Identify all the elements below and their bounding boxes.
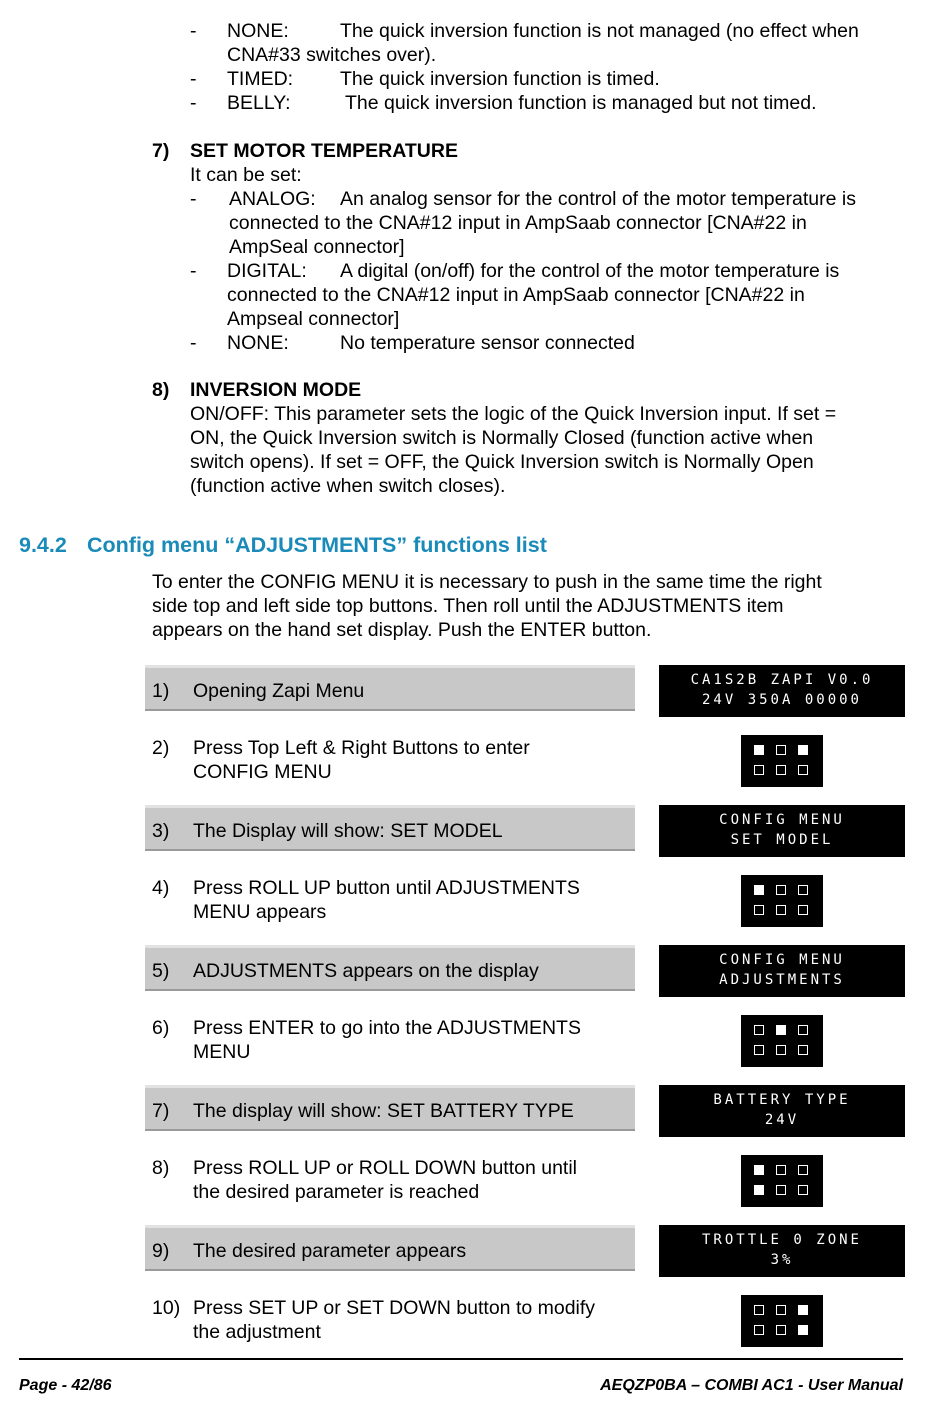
key-icon: [798, 765, 808, 775]
option-description: The quick inversion function is timed.: [340, 68, 660, 90]
intro-line: To enter the CONFIG MENU it is necessary to push in the same time the right: [152, 571, 822, 593]
subsection-heading: [19, 533, 547, 558]
display-line: TROTTLE 0 ZONE: [701, 1232, 862, 1248]
key-icon: [776, 1325, 786, 1335]
display-line: CONFIG MENU: [719, 812, 845, 828]
keypad-icon: [741, 1155, 823, 1207]
key-icon: [776, 745, 786, 755]
option-description: A digital (on/off) for the control of the motor temperature is: [340, 260, 840, 282]
list-dash: -: [190, 20, 197, 42]
step-text: The Display will show: SET MODEL: [193, 820, 503, 842]
section-body-line: ON, the Quick Inversion switch is Normally Closed (function active when: [190, 427, 814, 449]
step-text: MENU appears: [193, 901, 327, 923]
handset-display: [659, 1225, 905, 1277]
step-text: The desired parameter appears: [193, 1240, 467, 1262]
key-icon: [798, 1025, 808, 1035]
option-description: connected to the CNA#12 input in AmpSaab connector [CNA#22 in: [229, 212, 807, 234]
step-number: 1): [152, 680, 170, 702]
section-number: 8): [152, 379, 170, 401]
keypad-icon: [741, 875, 823, 927]
pressed-key-icon: [754, 1165, 764, 1175]
key-icon: [798, 1185, 808, 1195]
key-icon: [754, 1325, 764, 1335]
pressed-key-icon: [798, 1325, 808, 1335]
section-body-line: switch opens). If set = OFF, the Quick Inversion switch is Normally Open: [190, 451, 814, 473]
pressed-key-icon: [754, 745, 764, 755]
step-text: MENU: [193, 1041, 251, 1063]
option-description: The quick inversion function is not managed (no effect when: [340, 20, 859, 42]
key-icon: [776, 1165, 786, 1175]
step-number: 7): [152, 1100, 170, 1122]
option-description: No temperature sensor connected: [340, 332, 635, 354]
step-number: 2): [152, 737, 170, 759]
document-title: AEQZP0BA – COMBI AC1 - User Manual: [600, 1377, 903, 1394]
section-number: 7): [152, 140, 170, 162]
key-icon: [798, 885, 808, 895]
option-name: TIMED:: [227, 68, 294, 90]
list-dash: -: [190, 188, 197, 210]
option-description: connected to the CNA#12 input in AmpSaab connector [CNA#22 in: [227, 284, 805, 306]
key-icon: [776, 905, 786, 915]
step-number: 10): [152, 1297, 181, 1319]
key-icon: [754, 1045, 764, 1055]
key-icon: [754, 1305, 764, 1315]
option-name: BELLY:: [227, 92, 291, 114]
display-line: 24V 350A 00000: [701, 692, 862, 708]
display-line: BATTERY TYPE: [713, 1092, 851, 1108]
option-description: Ampseal connector]: [227, 308, 400, 330]
section-intro: It can be set:: [190, 164, 302, 186]
handset-display: [659, 805, 905, 857]
step-text: Press ROLL UP button until ADJUSTMENTS: [193, 877, 580, 899]
option-name: NONE:: [227, 332, 289, 354]
pressed-key-icon: [798, 745, 808, 755]
step-text: CONFIG MENU: [193, 761, 332, 783]
section-body-line: ON/OFF: This parameter sets the logic of the Quick Inversion input. If set =: [190, 403, 837, 425]
footer-rule: [19, 1358, 903, 1360]
option-description: AmpSeal connector]: [229, 236, 405, 258]
step-text: the desired parameter is reached: [193, 1181, 480, 1203]
step-text: Press SET UP or SET DOWN button to modify: [193, 1297, 596, 1319]
section-body-line: (function active when switch closes).: [190, 475, 506, 497]
handset-display: [659, 1085, 905, 1137]
step-text: Press ROLL UP or ROLL DOWN button until: [193, 1157, 578, 1179]
key-icon: [798, 1165, 808, 1175]
list-dash: -: [190, 92, 197, 114]
step-text: Press Top Left & Right Buttons to enter: [193, 737, 530, 759]
list-dash: -: [190, 68, 197, 90]
keypad-icon: [741, 735, 823, 787]
page-number: Page - 42/86: [19, 1377, 112, 1394]
option-name: DIGITAL:: [227, 260, 307, 282]
pressed-key-icon: [754, 1185, 764, 1195]
handset-display: [659, 945, 905, 997]
step-text: the adjustment: [193, 1321, 321, 1343]
subsection-number: 9.4.2: [19, 533, 67, 557]
pressed-key-icon: [776, 1025, 786, 1035]
key-icon: [754, 1025, 764, 1035]
step-text: ADJUSTMENTS appears on the display: [193, 960, 539, 982]
step-number: 9): [152, 1240, 170, 1262]
pressed-key-icon: [754, 885, 764, 895]
step-text: The display will show: SET BATTERY TYPE: [193, 1100, 574, 1122]
step-number: 6): [152, 1017, 170, 1039]
intro-line: appears on the hand set display. Push the ENTER button.: [152, 619, 652, 641]
display-line: CONFIG MENU: [719, 952, 845, 968]
pressed-key-icon: [798, 1305, 808, 1315]
key-icon: [776, 1185, 786, 1195]
key-icon: [798, 905, 808, 915]
option-name: NONE:: [227, 20, 289, 42]
list-dash: -: [190, 332, 197, 354]
key-icon: [776, 765, 786, 775]
handset-display: [659, 665, 905, 717]
display-line: 3%: [770, 1252, 794, 1268]
subsection-title: Config menu “ADJUSTMENTS” functions list: [87, 533, 547, 557]
key-icon: [776, 885, 786, 895]
section-title: SET MOTOR TEMPERATURE: [190, 140, 458, 162]
display-line: 24V: [764, 1112, 800, 1128]
step-number: 4): [152, 877, 170, 899]
step-text: Press ENTER to go into the ADJUSTMENTS: [193, 1017, 581, 1039]
list-dash: -: [190, 260, 197, 282]
key-icon: [754, 765, 764, 775]
key-icon: [776, 1305, 786, 1315]
display-line: ADJUSTMENTS: [719, 972, 845, 988]
key-icon: [754, 905, 764, 915]
step-number: 3): [152, 820, 170, 842]
section-title: INVERSION MODE: [190, 379, 362, 401]
display-line: CA1S2B ZAPI V0.0: [690, 672, 874, 688]
option-description: An analog sensor for the control of the motor temperature is: [340, 188, 856, 210]
step-number: 5): [152, 960, 170, 982]
key-icon: [798, 1045, 808, 1055]
intro-line: side top and left side top buttons. Then roll until the ADJUSTMENTS item: [152, 595, 784, 617]
key-icon: [776, 1045, 786, 1055]
display-line: SET MODEL: [730, 832, 834, 848]
step-text: Opening Zapi Menu: [193, 680, 365, 702]
option-name: ANALOG:: [229, 188, 316, 210]
keypad-icon: [741, 1295, 823, 1347]
step-number: 8): [152, 1157, 170, 1179]
option-description: CNA#33 switches over).: [227, 44, 437, 66]
option-description: The quick inversion function is managed but not timed.: [345, 92, 817, 114]
keypad-icon: [741, 1015, 823, 1067]
